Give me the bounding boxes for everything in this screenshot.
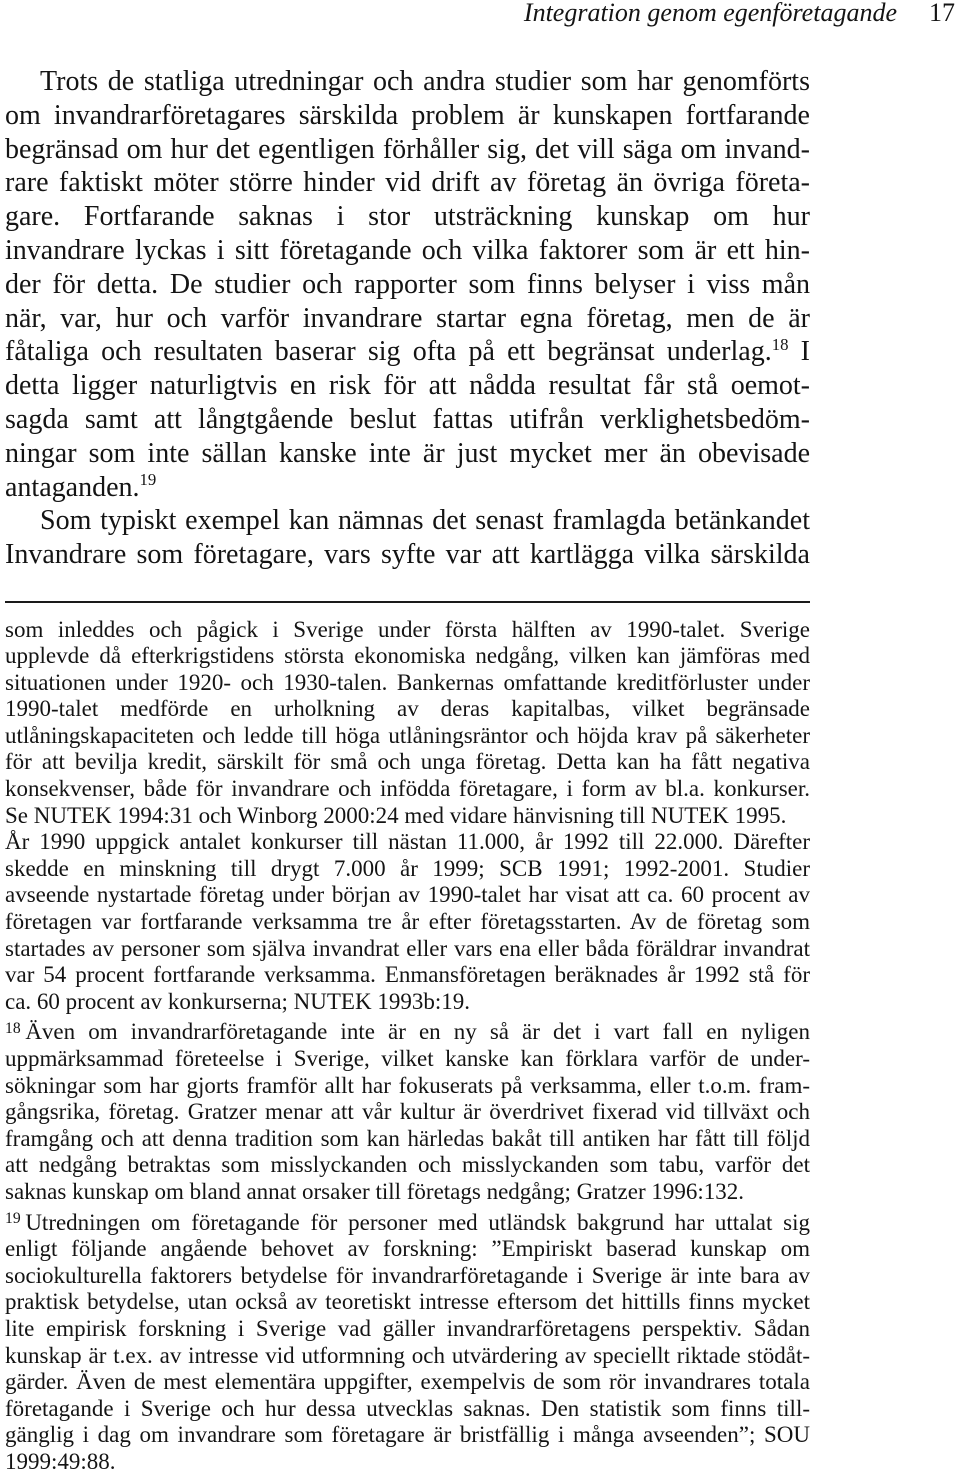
- body-line: när, var, hur och varför invandrare startar egna företag, men de är: [5, 302, 810, 334]
- footnote-line: lite empirisk forskning i Sverige vad gäller invandrarföretagens perspektiv. Sådan: [5, 1315, 810, 1341]
- footnote-line: situationen under 1920- och 1930-talen. Bankernas omfattande kreditförluster under: [5, 669, 810, 695]
- body-line: Invandrare som företagare, vars syfte var att kartlägga vilka särskilda: [5, 539, 810, 571]
- footnote-line: gänglig i dag om invandrare som företagare är bristfällig i många avseenden”; SOU: [5, 1422, 810, 1448]
- footnote-line: att nedgång betraktas som misslyckanden och misslyckanden som tabu, varför det: [5, 1152, 810, 1178]
- body-line: Trots de statliga utredningar och andra studier som har genomförts: [40, 66, 810, 97]
- body-line: gare. Fortfarande saknas i stor utsträckning kunskap om hur: [5, 201, 810, 233]
- footnote: [5, 1210, 810, 1476]
- footnote-line: praktisk betydelse, utan också av teoretiskt intresse eftersom det hittills finns mycket: [5, 1289, 810, 1315]
- body-line: om invandrarföretagares särskilda problem är kunskapen fortfarande: [5, 99, 810, 131]
- body-line: der för detta. De studier och rapporter som finns belyser i viss mån: [5, 268, 810, 300]
- body-line: Som typiskt exempel kan nämnas det senast framlagda betänkandet: [40, 505, 810, 537]
- body-line-text: I: [788, 336, 811, 368]
- footnote-line: År 1990 uppgick antalet konkurser till nästan 11.000, år 1992 till 22.000. Därefter: [5, 829, 810, 855]
- footnote-reference: 18: [771, 334, 789, 354]
- footnote-line: sökningar som har gjorts framför allt har fokuserats på verksamma, eller t.o.m. fram-: [5, 1072, 810, 1098]
- paragraph: [5, 504, 810, 572]
- footnote-line: som inleddes och pågick i Sverige under första hälften av 1990-talet. Sverige: [5, 616, 810, 642]
- body-line: [5, 471, 810, 505]
- footnote-line: upplevde då efterkrigstidens största ekonomiska nedgång, vilken kan jämföras med: [5, 643, 810, 669]
- footnote-line: framgång och att denna tradition som kan härledas bakåt till antiken har fått till följd: [5, 1125, 810, 1151]
- footnote-line: företagen var fortfarande verksamma tre år efter företagsstarten. Av de företag som: [5, 909, 810, 935]
- footnote-number: 18: [5, 1019, 21, 1037]
- footnote-line: ca. 60 procent av konkurserna; NUTEK 1993b:19.: [5, 988, 470, 1014]
- body-line: [5, 335, 810, 369]
- footnote-line: [5, 1019, 810, 1046]
- footnote-line: uppmärksammad företeelse i Sverige, vilket kanske kan förklara varför de under-: [5, 1046, 810, 1071]
- body-line: ningar som inte sällan kanske inte är just mycket mer än obevisade: [5, 437, 810, 469]
- footnote-number: 19: [5, 1210, 21, 1227]
- footnote-line: gärder. Även de mest elementära uppgifter, exempelvis de som rör invandrares totala: [5, 1369, 810, 1395]
- body-line: detta ligger naturligtvis en risk för att nådda resultat får stå oemot-: [5, 370, 810, 402]
- paragraph: [5, 65, 810, 504]
- footnote: [5, 1019, 810, 1205]
- running-title: Integration genom egenföretagande: [523, 0, 897, 27]
- footnote-line: skedde en minskning till drygt 7.000 år 1999; SCB 1991; 1992-2001. Studier: [5, 855, 810, 881]
- footnote-line: sociokulturella faktorers betydelse för invandrarföretagande i Sverige är inte bara av: [5, 1262, 810, 1288]
- footnote: [5, 617, 810, 1016]
- footnote-line: 1999:49:88.: [5, 1448, 116, 1474]
- footnote-line: 1990-talet medförde en urholkning av deras kapitalbas, vilket begränsade: [5, 696, 810, 722]
- footnote-line: kunskap är t.ex. av intresse vid utformning och utvärdering av speciellt riktade stödåt-: [5, 1342, 810, 1368]
- body-line: sagda samt att långtgående beslut fattas utifrån verklighetsbedöm-: [5, 403, 810, 435]
- footnote-line: Se NUTEK 1994:31 och Winborg 2000:24 med vidare hänvisning till NUTEK 1995.: [5, 802, 787, 828]
- footnote-separator: [5, 601, 810, 603]
- body-line: rare faktiskt möter större hinder vid drift av företag än övriga företa-: [5, 167, 810, 199]
- body-line: invandrare lyckas i sitt företagande och vilka faktorer som är ett hin-: [5, 234, 810, 266]
- footnote-line: var 54 procent fortfarande verksamma. Enmansföretagen beräknades år 1992 stå för: [5, 962, 810, 988]
- page-number: 17: [929, 0, 955, 27]
- footnote-line: gångsrika, företag. Gratzer menar att vår kultur är överdrivet fixerad vid tillväxt och: [5, 1099, 810, 1125]
- footnote-line-text: Även om invandrarföretagande inte är en ny så är det i vart fall en nyligen: [25, 1019, 810, 1045]
- footnote-reference: 19: [139, 470, 157, 490]
- footnote-line: avseende nystartade företag under början av 1990-talet har visat att ca. 60 procent av: [5, 882, 810, 908]
- body-line: begränsad om hur det egentligen förhåller sig, det vill säga om invand-: [5, 133, 810, 165]
- footnote-line: konsekvenser, både för invandrare och infödda företagare, i form av bl.a. konkurser.: [5, 776, 810, 802]
- footnote-line: utlåningskapaciteten och ledde till höga utlåningsräntor och höjda krav på säkerheter: [5, 722, 810, 748]
- footnote-line: enligt följande angående behovet av forskning: ”Empiriskt baserad kunskap om: [5, 1236, 810, 1262]
- body-line-text: fåtaliga och resultaten baserar sig ofta på ett begränsat underlag.: [5, 336, 772, 368]
- footnote-line: [5, 1210, 810, 1237]
- footnote-line: företagande i Sverige och hur dessa utvecklas saknas. Den statistik som finns till-: [5, 1395, 810, 1421]
- footnotes: [5, 617, 810, 1476]
- footnote-line: saknas kunskap om bland annat orsaker till företags nedgång; Gratzer 1996:132.: [5, 1178, 744, 1204]
- footnote-line-text: Utredningen om företagande för personer med utländsk bakgrund har uttalat sig: [25, 1209, 810, 1235]
- footnote-line: startades av personer som själva invandrat eller vars ena eller båda föräldrar invandrat: [5, 935, 810, 961]
- body-text: [5, 65, 810, 572]
- body-line-text: antaganden.: [5, 471, 140, 503]
- footnote-line: för att bevilja kredit, särskilt för små och unga företag. Detta kan ha fått negativa: [5, 749, 810, 775]
